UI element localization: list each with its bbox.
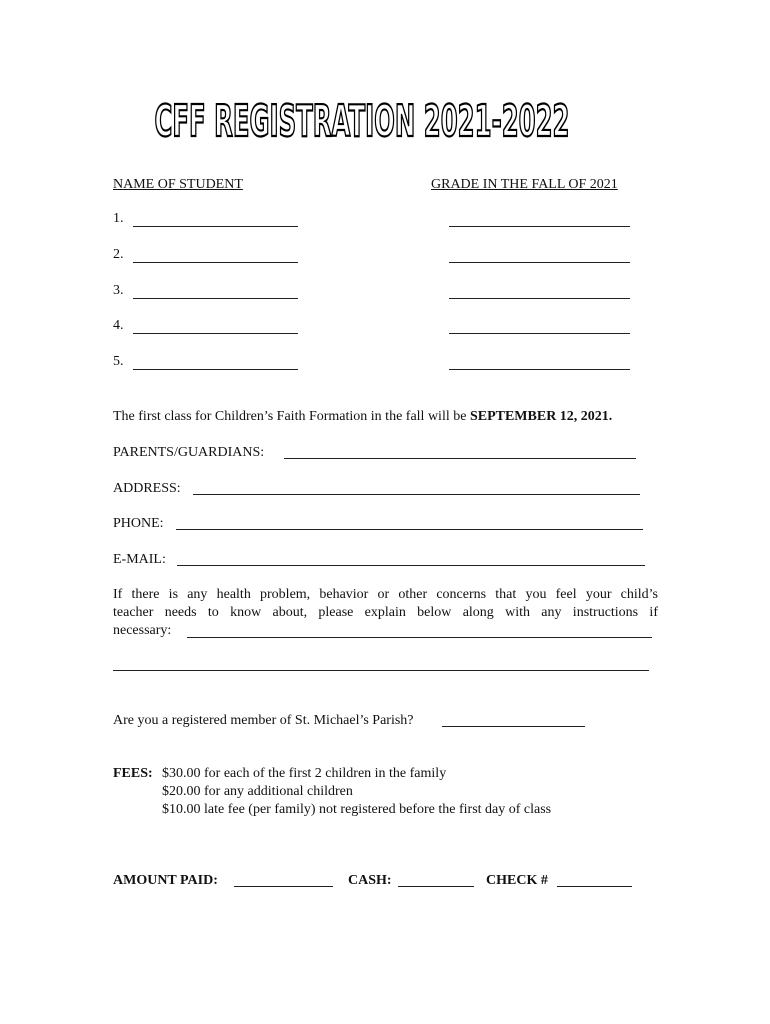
student-name-field[interactable] (133, 333, 298, 334)
email-label: E-MAIL: (113, 552, 166, 567)
student-grade-field[interactable] (449, 262, 630, 263)
parish-question: Are you a registered member of St. Michael’s Parish? (113, 713, 414, 728)
amount-paid-field[interactable] (234, 886, 333, 887)
health-field-2[interactable] (113, 670, 649, 671)
row-number: 4. (113, 318, 124, 333)
parents-field[interactable] (284, 458, 636, 459)
first-class-text: The first class for Children’s Faith Formation in the fall will be (113, 409, 470, 424)
health-line-3: necessary: (113, 623, 172, 638)
student-name-field[interactable] (133, 369, 298, 370)
student-grade-field[interactable] (449, 226, 630, 227)
fees-line-3: $10.00 late fee (per family) not registered before the first day of class (162, 802, 552, 817)
fees-line-1: $30.00 for each of the first 2 children in the family (162, 766, 447, 781)
row-number: 3. (113, 283, 124, 298)
fees-label: FEES: (113, 766, 153, 781)
form-title (150, 88, 575, 148)
phone-label: PHONE: (113, 516, 164, 531)
student-name-header: NAME OF STUDENT (113, 177, 243, 192)
student-grade-field[interactable] (449, 369, 630, 370)
student-name-field[interactable] (133, 298, 298, 299)
form-title-text: CFF REGISTRATION 2021-2022 (154, 96, 570, 147)
row-number: 1. (113, 211, 124, 226)
fees-line-2: $20.00 for any additional children (162, 784, 353, 799)
amount-paid-label: AMOUNT PAID: (113, 873, 218, 888)
parish-answer-field[interactable] (442, 726, 585, 727)
first-class-date: SEPTEMBER 12, 2021. (469, 409, 613, 424)
address-field[interactable] (193, 494, 640, 495)
student-grade-field[interactable] (449, 333, 630, 334)
check-number-field[interactable] (557, 886, 632, 887)
health-field-1[interactable] (187, 637, 652, 638)
student-name-field[interactable] (133, 262, 298, 263)
grade-header: GRADE IN THE FALL OF 2021 (431, 177, 618, 192)
health-line-2: teacher needs to know about, please explain below along with any instructions if (113, 605, 658, 620)
student-grade-field[interactable] (449, 298, 630, 299)
cash-field[interactable] (398, 886, 474, 887)
health-line-1: If there is any health problem, behavior or other concerns that you feel your child’s (113, 587, 658, 602)
student-name-field[interactable] (133, 226, 298, 227)
check-label: CHECK # (486, 873, 548, 888)
parents-label: PARENTS/GUARDIANS: (113, 445, 265, 460)
cash-label: CASH: (348, 873, 392, 888)
row-number: 5. (113, 354, 124, 369)
email-field[interactable] (177, 565, 645, 566)
first-class-notice (113, 408, 612, 425)
address-label: ADDRESS: (113, 481, 181, 496)
row-number: 2. (113, 247, 124, 262)
phone-field[interactable] (176, 529, 643, 530)
